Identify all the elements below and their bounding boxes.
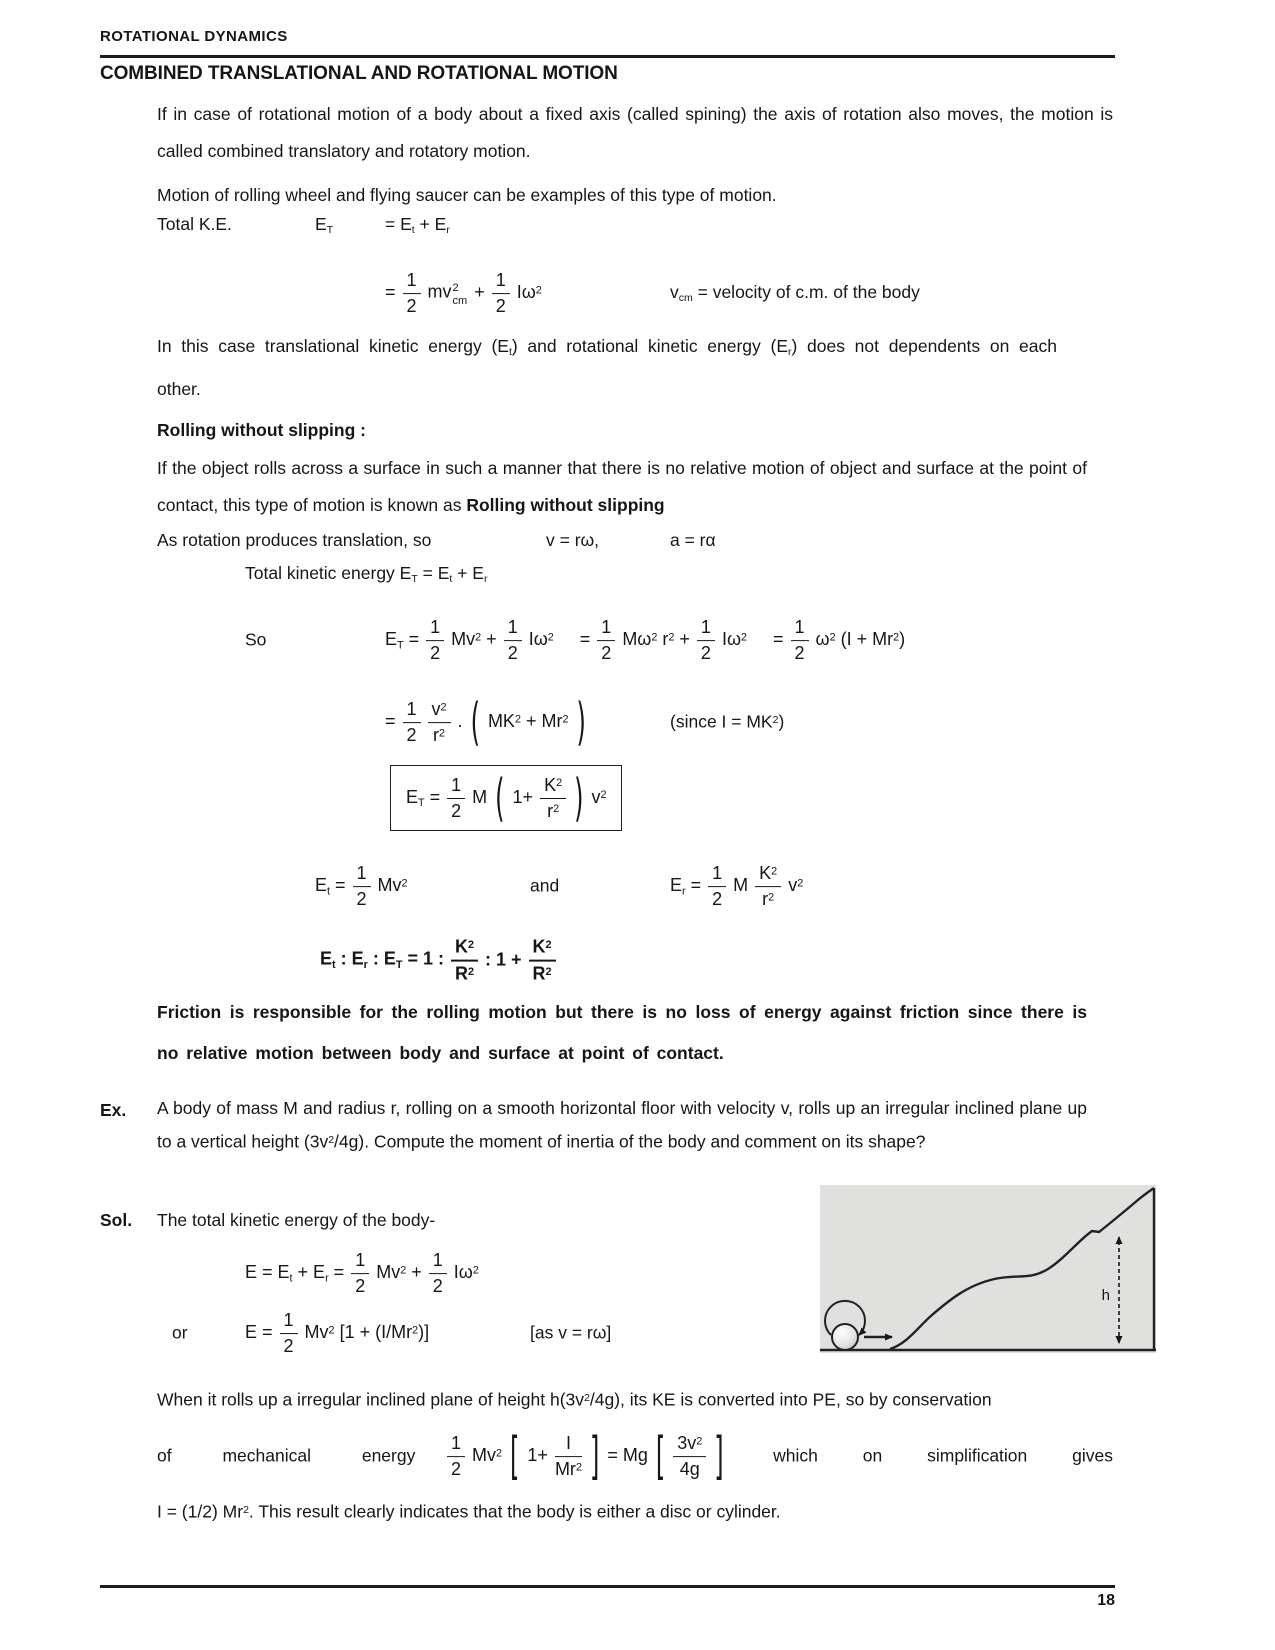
fraction: $\frac{1}{2}$ bbox=[697, 617, 715, 663]
mech-expr bbox=[447, 1426, 725, 1486]
para-intro-1: If in case of rotational motion of a body about a fixed axis (called spining) the axis of rotation also moves, the motion is called combined translatory and rotatory motion. bbox=[157, 104, 1113, 161]
energy-sum-expr bbox=[245, 1250, 479, 1296]
big-delimiter: [ bbox=[510, 1426, 520, 1486]
math-text: Mv$^2$ bbox=[472, 1445, 503, 1466]
para-result: I = (1/2) Mr$^2$. This result clearly indicates that the body is either a disc or cylinder. bbox=[157, 1501, 781, 1522]
since-note: (since $I = MK^2$) bbox=[670, 711, 785, 732]
rolling-heading: Rolling without slipping : bbox=[157, 420, 366, 440]
fraction: $\frac{1}{2}$ bbox=[429, 1250, 447, 1296]
math-text: $I\omega^2$ bbox=[528, 629, 554, 650]
math-text: = bbox=[773, 629, 784, 650]
math-text: $Mv^2$ + bbox=[451, 629, 497, 650]
rotation-v: v = rω, bbox=[546, 530, 600, 550]
total-ke-rhs: = $E_t + E_r$ bbox=[385, 214, 450, 237]
math-text: + bbox=[474, 282, 485, 303]
big-delimiter: ) bbox=[574, 768, 584, 828]
math-text: $E_T$ = bbox=[406, 786, 441, 809]
math-text: $Mv^2$ + bbox=[376, 1262, 422, 1283]
fraction: $\frac{1}{2}$ bbox=[504, 617, 522, 663]
height-label: h bbox=[1101, 1287, 1110, 1304]
fraction: $\frac{K^2}{R^2}$ bbox=[451, 937, 478, 984]
ratio-expr bbox=[320, 937, 556, 984]
ex-text: A body of mass M and radius r, rolling on a smooth horizontal floor with velocity v, rolls up an irregular inclined plane up to a vertical height $(3v^2/4g)$. Compute the moment of inertia of the body and comment on its shape? bbox=[157, 1098, 1087, 1152]
fraction: $\frac{1}{2}$ bbox=[403, 270, 421, 316]
math-text: $I\omega^2$ bbox=[453, 1262, 479, 1283]
er-expr bbox=[670, 863, 803, 909]
figure-incline bbox=[820, 1185, 1156, 1353]
rolling-def-normal: If the object rolls across a surface in such a manner that there is no relative motion of object and surface at the point of contact, this type of motion is known as bbox=[157, 458, 1087, 515]
math-text: $I\omega^2$ bbox=[516, 282, 542, 303]
eq-et-er-row bbox=[315, 848, 1113, 924]
math-text: : 1 + bbox=[485, 949, 522, 970]
boxed-expr bbox=[406, 768, 607, 828]
fraction: $\frac{1}{2}$ bbox=[351, 1250, 369, 1296]
et-expr bbox=[315, 863, 408, 909]
since-expr bbox=[385, 692, 587, 752]
math-text: Mv$^2$ $[1 + (I/Mr^2)]$ bbox=[304, 1322, 430, 1343]
eq-half-mv-row bbox=[385, 254, 1113, 332]
big-delimiter: ( bbox=[495, 768, 505, 828]
fraction: $\frac{I}{Mr^2}$ bbox=[554, 1433, 582, 1479]
math-text: $M\omega^2$ $r^2$ + bbox=[622, 629, 690, 650]
math-text: $E = E_t + E_r$ = bbox=[245, 1261, 345, 1285]
boxed-equation bbox=[390, 765, 622, 831]
math-text: $v^2$ bbox=[591, 787, 607, 808]
big-delimiter: ( bbox=[470, 692, 480, 752]
fraction: $\frac{3v^2}{4g}$ bbox=[673, 1433, 706, 1479]
mech-lead: of mechanical energy bbox=[157, 1445, 416, 1466]
eq-total-ke-row bbox=[157, 214, 757, 240]
so-expr bbox=[385, 617, 905, 663]
header-title: ROTATIONAL DYNAMICS bbox=[100, 28, 288, 45]
fraction: $\frac{1}{2}$ bbox=[280, 1310, 298, 1356]
fraction: $\frac{1}{2}$ bbox=[492, 270, 510, 316]
rolling-def-bold: Rolling without slipping bbox=[466, 495, 665, 515]
rotation-lead: As rotation produces translation, so bbox=[157, 530, 432, 550]
fraction: $\frac{1}{2}$ bbox=[426, 617, 444, 663]
math-text: $I\omega^2$ bbox=[721, 629, 748, 650]
eq-mech-row bbox=[157, 1412, 1113, 1500]
eq-since-row bbox=[385, 684, 1113, 760]
math-text: = bbox=[385, 282, 396, 303]
math-text: $E_t$ : $E_r$ : $E_T = 1$ : bbox=[320, 948, 444, 972]
section-heading: COMBINED TRANSLATIONAL AND ROTATIONAL MOTION bbox=[100, 63, 618, 84]
para-rolling-definition bbox=[157, 450, 1087, 524]
math-text: M bbox=[472, 787, 488, 808]
para-when: When it rolls up a irregular inclined plane of height $h(3v^2/4g)$, its KE is converted into PE, so by conservation bbox=[157, 1389, 992, 1410]
figure-bg bbox=[820, 1185, 1156, 1353]
fraction: $\frac{1}{2}$ bbox=[708, 863, 726, 909]
footer-rule bbox=[100, 1585, 1115, 1588]
eq-or-row bbox=[172, 1298, 932, 1368]
math-text: Mv$^2$ bbox=[377, 875, 408, 896]
fraction: $\frac{K^2}{R^2}$ bbox=[529, 937, 556, 984]
math-text: . bbox=[457, 711, 463, 732]
math-text: = bbox=[385, 711, 396, 732]
math-text: = Mg bbox=[607, 1445, 648, 1466]
math-text: $E_r$ = bbox=[670, 874, 702, 898]
big-delimiter: ] bbox=[714, 1426, 724, 1486]
math-text: $MK^2 + Mr^2$ bbox=[487, 711, 569, 732]
fraction: $\frac{1}{2}$ bbox=[447, 775, 465, 821]
math-text: 1+ bbox=[512, 787, 534, 808]
and-word: and bbox=[530, 875, 560, 896]
big-delimiter: ] bbox=[589, 1426, 600, 1486]
math-text: E = bbox=[245, 1322, 273, 1343]
total-ke-label: Total K.E. bbox=[157, 214, 232, 234]
math-text: $E_t$ = bbox=[315, 874, 346, 898]
para-intro-2: Motion of rolling wheel and flying saucer can be examples of this type of motion. bbox=[157, 185, 777, 205]
or-label: or bbox=[172, 1322, 188, 1343]
big-delimiter: ) bbox=[576, 692, 586, 752]
or-expr bbox=[245, 1310, 429, 1356]
math-text: $E_T$ = bbox=[385, 628, 420, 652]
eq-half-mv-expr bbox=[385, 270, 542, 316]
para-independence: In this case translational kinetic energy $(E_t)$ and rotational kinetic energy $(E_r)$ does not dependents on each other. bbox=[157, 336, 1057, 400]
sol-text: The total kinetic energy of the body- bbox=[157, 1210, 436, 1230]
fraction: $\frac{1}{2}$ bbox=[597, 617, 615, 663]
rotation-a: a = rα bbox=[670, 530, 716, 550]
sub-sup-group: mv 2 cm bbox=[427, 281, 468, 307]
page-number: 18 bbox=[1097, 1592, 1115, 1609]
rolling-ball bbox=[832, 1324, 858, 1350]
fraction: $\frac{1}{2}$ bbox=[791, 617, 809, 663]
ex-label: Ex. bbox=[100, 1100, 127, 1120]
so-label: So bbox=[245, 629, 267, 650]
fraction: $\frac{1}{2}$ bbox=[353, 863, 371, 909]
rotation-line bbox=[157, 530, 857, 554]
math-text: = bbox=[579, 629, 591, 650]
fraction: $\frac{1}{2}$ bbox=[403, 699, 421, 745]
para-friction: Friction is responsible for the rolling motion but there is no loss of energy against friction since there is no relative motion between body and surface at point of contact. bbox=[157, 1002, 1087, 1063]
total-kinetic-line: Total kinetic energy $E_T = E_t + E_r$ bbox=[245, 563, 488, 586]
fraction: $\frac{1}{2}$ bbox=[447, 1433, 465, 1479]
sol-label: Sol. bbox=[100, 1210, 133, 1230]
math-text: 1+ bbox=[527, 1445, 548, 1466]
fraction: $\frac{v^2}{r^2}$ bbox=[428, 699, 451, 745]
fraction: $\frac{K^2}{r^2}$ bbox=[755, 863, 781, 909]
big-delimiter: [ bbox=[655, 1426, 666, 1486]
total-ke-symbol: $E_T$ bbox=[315, 214, 334, 237]
vcm-note: $v_{cm}$ = velocity of c.m. of the body bbox=[670, 281, 920, 305]
math-text: M bbox=[733, 875, 749, 896]
math-text: $\omega^2$ $(I + Mr^2)$ bbox=[815, 629, 906, 650]
eq-ratio-row bbox=[320, 924, 920, 996]
fraction: $\frac{K^2}{r^2}$ bbox=[540, 775, 566, 821]
eq-so-row bbox=[245, 602, 1113, 678]
header-rule bbox=[100, 55, 1115, 58]
mech-tail: which on simplification gives bbox=[773, 1445, 1113, 1466]
or-note: [as v = rω] bbox=[530, 1322, 612, 1343]
math-text: $v^2$ bbox=[788, 875, 804, 896]
